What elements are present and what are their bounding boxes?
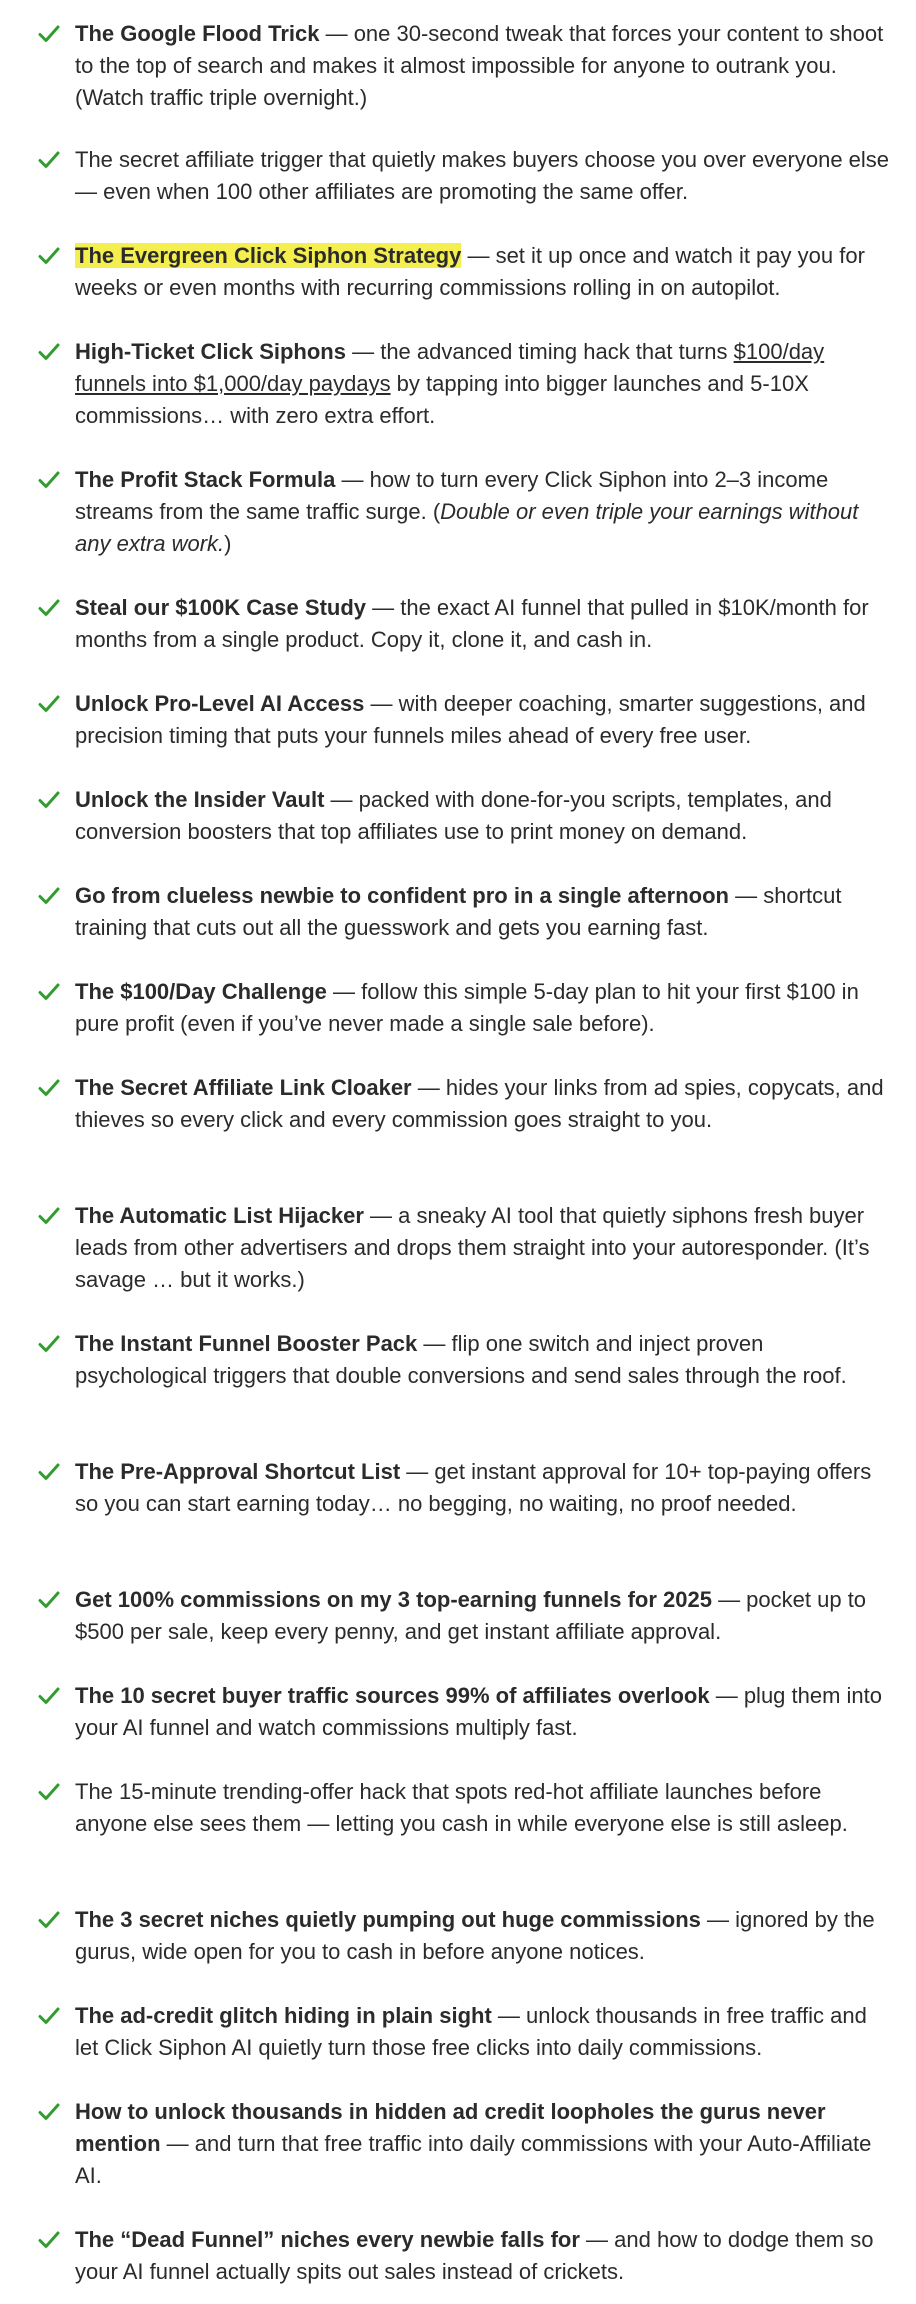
highlighted-title: The Evergreen Click Siphon Strategy (75, 243, 462, 268)
check-icon (38, 1334, 60, 1354)
check-icon (38, 1206, 60, 1226)
item-text: The secret affiliate trigger that quietly makes buyers choose you over everyone else — even when 100 other affiliates are promoting the same offer. (75, 147, 890, 204)
item-text: The Google Flood Trick — one 30-second tweak that forces your content to shoot to the top of search and makes it almost impossible for anyone to outrank you. (Watch traffic triple overnight.) (75, 21, 884, 110)
item-text: The “Dead Funnel” niches every newbie falls for — and how to dodge them so your AI funnel actually spits out sales instead of crickets. (75, 2227, 874, 2284)
check-icon (38, 2230, 60, 2250)
check-icon (38, 1078, 60, 1098)
check-icon (38, 1910, 60, 1930)
item-text: The Pre-Approval Shortcut List — get instant approval for 10+ top-paying offers so you can start earning today… no begging, no waiting, no proof needed. (75, 1459, 872, 1516)
item-text: Unlock the Insider Vault — packed with done-for-you scripts, templates, and conversion boosters that top affiliates use to print money on demand. (75, 787, 832, 844)
item-text: The 15-minute trending-offer hack that spots red-hot affiliate launches before anyone else sees them — letting you cash in while everyone else is still asleep. (75, 1779, 848, 1836)
check-icon (38, 694, 60, 714)
check-icon (38, 790, 60, 810)
item-text: The Instant Funnel Booster Pack — flip one switch and inject proven psychological triggers that double conversions and send sales through the roof. (75, 1331, 847, 1388)
check-icon (38, 2102, 60, 2122)
check-icon (38, 1462, 60, 1482)
item-text: Get 100% commissions on my 3 top-earning funnels for 2025 — pocket up to $500 per sale, keep every penny, and get instant affiliate approval. (75, 1587, 867, 1644)
item-text: The Secret Affiliate Link Cloaker — hides your links from ad spies, copycats, and thieves so every click and every commission goes straight to you. (75, 1075, 884, 1132)
item-text: The 10 secret buyer traffic sources 99% of affiliates overlook — plug them into your AI funnel and watch commissions multiply fast. (75, 1683, 883, 1740)
check-icon (38, 886, 60, 906)
check-icon (38, 598, 60, 618)
item-text: The Evergreen Click Siphon Strategy — set it up once and watch it pay you for weeks or even months with recurring commissions rolling in on autopilot. (75, 243, 865, 300)
item-text: Steal our $100K Case Study — the exact AI funnel that pulled in $10K/month for months from a single product. Copy it, clone it, and cash in. (75, 595, 869, 652)
check-icon (38, 1590, 60, 1610)
check-icon (38, 342, 60, 362)
check-icon (38, 246, 60, 266)
item-text: High-Ticket Click Siphons — the advanced timing hack that turns $100/day funnels into $1,000/day paydays by tapping into bigger launches and 5-10X commissions… with zero extra effort. (75, 339, 825, 428)
check-icon (38, 982, 60, 1002)
item-text: The Profit Stack Formula — how to turn every Click Siphon into 2–3 income streams from the same traffic surge. (Double or even triple your earnings without any extra work.) (75, 467, 859, 556)
check-icon (38, 1686, 60, 1706)
item-text: Go from clueless newbie to confident pro in a single afternoon — shortcut training that cuts out all the guesswork and gets you earning fast. (75, 883, 842, 940)
item-text: Unlock Pro-Level AI Access — with deeper coaching, smarter suggestions, and precision timing that puts your funnels miles ahead of every free user. (75, 691, 866, 748)
item-text: The 3 secret niches quietly pumping out huge commissions — ignored by the gurus, wide open for you to cash in before anyone notices. (75, 1907, 875, 1964)
check-icon (38, 150, 60, 170)
check-icon (38, 1782, 60, 1802)
item-text: How to unlock thousands in hidden ad credit loopholes the gurus never mention — and turn that free traffic into daily commissions with your Auto-Affiliate AI. (75, 2099, 872, 2188)
check-icon (38, 24, 60, 44)
underlined-phrase: $100/day funnels into $1,000/day paydays (75, 339, 825, 396)
italic-phrase: Double or even triple your earnings without any extra work. (75, 499, 859, 556)
check-icon (38, 2006, 60, 2026)
item-text: The ad-credit glitch hiding in plain sight — unlock thousands in free traffic and let Click Siphon AI quietly turn those free clicks into daily commissions. (75, 2003, 867, 2060)
check-icon (38, 470, 60, 490)
item-text: The Automatic List Hijacker — a sneaky AI tool that quietly siphons fresh buyer leads from other advertisers and drops them straight into your autoresponder. (It’s savage … but it works.) (75, 1203, 870, 1292)
item-text: The $100/Day Challenge — follow this simple 5-day plan to hit your first $100 in pure profit (even if you’ve never made a single sale before). (75, 979, 859, 1036)
